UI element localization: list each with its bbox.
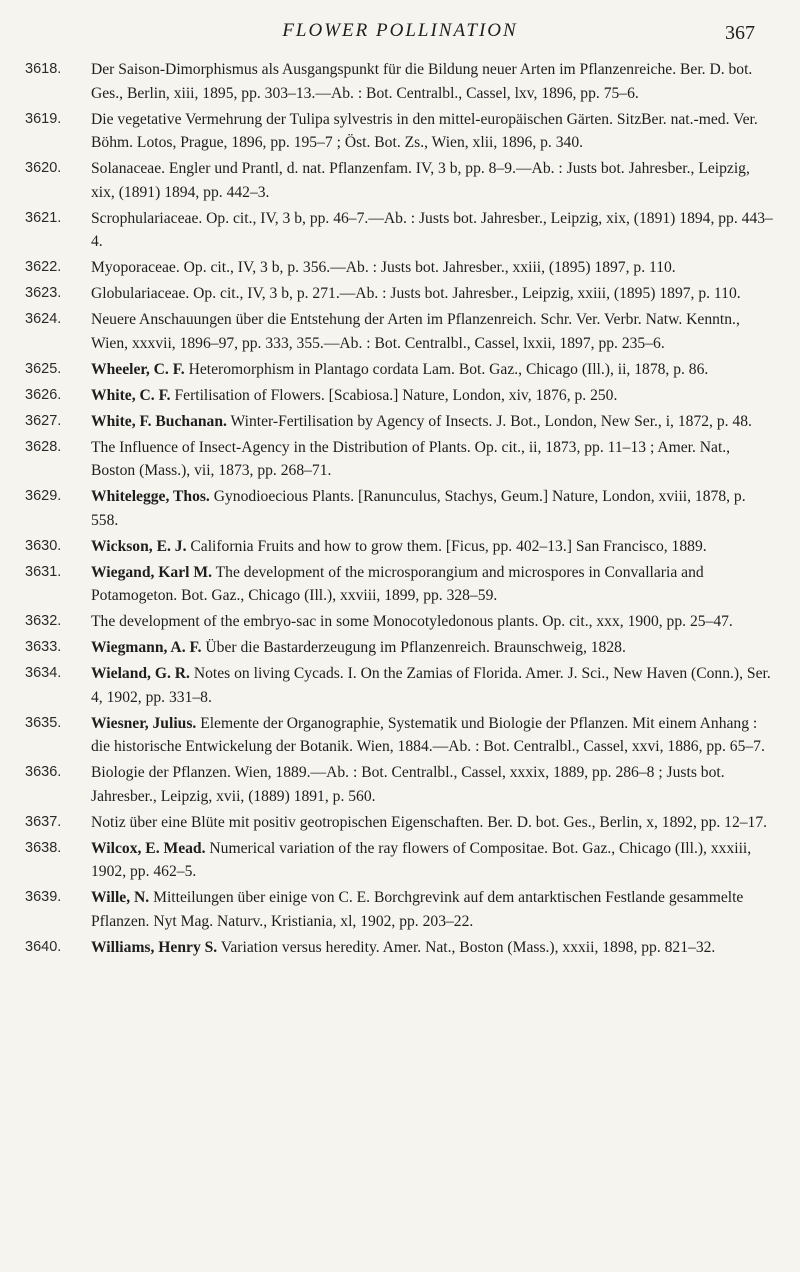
- entry-text: The development of the microsporangium and microspores in Convallaria and Potamogeton. Bot. Gaz., Chicago (Ill.), xxviii, 1899, pp. 328–59.: [91, 563, 704, 604]
- entry-author: Wickson, E. J.: [91, 537, 187, 555]
- entry-text: Notiz über eine Blüte mit positiv geotropischen Eigenschaften. Ber. D. bot. Ges., Berlin, x, 1892, pp. 12–17.: [91, 813, 768, 831]
- entry-number: 3628.: [25, 438, 62, 455]
- entry-number: 3630.: [25, 537, 62, 554]
- bibliography-entry: [25, 761, 775, 808]
- entry-text: Gynodioecious Plants. [Ranunculus, Stachys, Geum.] Nature, London, xviii, 1878, p. 558.: [91, 488, 746, 529]
- entry-text: Variation versus heredity. Amer. Nat., Boston (Mass.), xxxii, 1898, pp. 821–32.: [220, 938, 716, 956]
- entry-text: Myoporaceae. Op. cit., IV, 3 b, p. 356.—Ab. : Justs bot. Jahresber., xxiii, (1895) 1897, p. 110.: [91, 259, 676, 276]
- entry-text: Winter-Fertilisation by Agency of Insects. J. Bot., London, New Ser., i, 1872, p. 48.: [230, 412, 752, 430]
- entry-text: The development of the embryo-sac in some Monocotyledonous plants. Op. cit., xxx, 1900, pp. 25–47.: [91, 613, 733, 630]
- entry-number: 3627.: [25, 412, 62, 429]
- bibliography-entry: [25, 282, 775, 306]
- entry-author: Wiesner, Julius.: [91, 714, 197, 732]
- bibliography-entry: [25, 837, 775, 884]
- entry-text: Globulariaceae. Op. cit., IV, 3 b, p. 271.—Ab. : Justs bot. Jahresber., Leipzig, xxiii, (1895) 1897, p. 110.: [91, 285, 741, 302]
- bibliography-entry: [25, 636, 775, 660]
- entry-number: 3635.: [25, 714, 62, 731]
- entry-author: Wille, N.: [91, 889, 150, 906]
- entry-number: 3625.: [25, 360, 62, 377]
- bibliography-entry: [25, 561, 775, 608]
- entry-author: White, F. Buchanan.: [91, 412, 227, 430]
- entry-text: Mitteilungen über einige von C. E. Borchgrevink auf dem antarktischen Festlande gesammelte Pflanzen. Nyt Mag. Naturv., Kristiania, xl, 1902, pp. 203–22.: [91, 889, 744, 930]
- bibliography-entry: [25, 436, 775, 483]
- entry-text: Die vegetative Vermehrung der Tulipa sylvestris in den mittel-europäischen Gärten. SitzBer. nat.-med. Ver. Böhm. Lotos, Prague, 1896, pp. 195–7 ; Öst. Bot. Zs., Wien, xlii, 1896, p. 340.: [91, 110, 758, 151]
- bibliography-entry: [25, 58, 775, 105]
- bibliography-entry: [25, 886, 775, 933]
- bibliography-entry: [25, 384, 775, 408]
- entry-number: 3637.: [25, 813, 62, 830]
- bibliography-list: [25, 58, 775, 962]
- entry-number: 3639.: [25, 889, 62, 905]
- entry-number: 3626.: [25, 386, 62, 403]
- entry-author: White, C. F.: [91, 386, 171, 404]
- entry-number: 3633.: [25, 639, 62, 655]
- entry-number: 3631.: [25, 563, 62, 580]
- entry-author: Wiegmann, A. F.: [91, 639, 202, 656]
- entry-text: Fertilisation of Flowers. [Scabiosa.] Nature, London, xiv, 1876, p. 250.: [174, 386, 618, 404]
- entry-number: 3618.: [25, 61, 62, 77]
- page-header: [0, 14, 800, 54]
- bibliography-entry: [25, 410, 775, 434]
- entry-text: Elemente der Organographie, Systematik und Biologie der Pflanzen. Mit einem Anhang : die historische Entwickelung der Botanik. Wien, 1884.—Ab. : Bot. Centralbl., Cassel, xxvi, 1886, pp. 65–7.: [91, 714, 765, 755]
- entry-text: Biologie der Pflanzen. Wien, 1889.—Ab. : Bot. Centralbl., Cassel, xxxix, 1889, pp. 286–8 ; Justs bot. Jahresber., Leipzig, xvii, (1889) 1891, p. 560.: [91, 764, 725, 805]
- entry-number: 3636.: [25, 764, 62, 780]
- bibliography-entry: [25, 485, 775, 532]
- entry-number: 3629.: [25, 488, 62, 504]
- page-number: 367: [725, 22, 755, 44]
- bibliography-entry: [25, 535, 775, 559]
- entry-author: Wiegand, Karl M.: [91, 563, 212, 581]
- bibliography-entry: [25, 207, 775, 254]
- entry-text: Notes on living Cycads. I. On the Zamias of Florida. Amer. J. Sci., New Haven (Conn.), Ser. 4, 1902, pp. 331–8.: [91, 665, 771, 706]
- entry-text: Über die Bastarderzeugung im Pflanzenreich. Braunschweig, 1828.: [205, 639, 626, 656]
- entry-text: The Influence of Insect-Agency in the Distribution of Plants. Op. cit., ii, 1873, pp. 11–13 ; Amer. Nat., Boston (Mass.), vii, 1873, pp. 268–71.: [91, 438, 731, 479]
- entry-author: Whitelegge, Thos.: [91, 488, 210, 505]
- entry-text: Neuere Anschauungen über die Entstehung der Arten im Pflanzenreich. Schr. Ver. Verbr. Natw. Kenntn., Wien, xxxvii, 1896–97, pp. 333, 355.—Ab. : Bot. Centralbl., Cassel, lxxii, 1897, pp. 235–6.: [91, 311, 740, 352]
- entry-text: Scrophulariaceae. Op. cit., IV, 3 b, pp. 46–7.—Ab. : Justs bot. Jahresber., Leipzig, xix, (1891) 1894, pp. 443–4.: [91, 209, 773, 250]
- bibliography-entry: [25, 308, 775, 355]
- entry-number: 3619.: [25, 110, 62, 127]
- entry-number: 3640.: [25, 938, 62, 955]
- running-title: FLOWER POLLINATION: [282, 20, 518, 41]
- entry-text: Numerical variation of the ray flowers of Compositae. Bot. Gaz., Chicago (Ill.), xxxiii, 1902, pp. 462–5.: [91, 839, 752, 880]
- entry-number: 3623.: [25, 285, 62, 301]
- entry-number: 3634.: [25, 665, 62, 681]
- entry-author: Wheeler, C. F.: [91, 360, 185, 378]
- bibliography-entry: [25, 157, 775, 204]
- entry-number: 3624.: [25, 311, 62, 327]
- entry-text: Solanaceae. Engler und Prantl, d. nat. Pflanzenfam. IV, 3 b, pp. 8–9.—Ab. : Justs bot. Jahresber., Leipzig, xix, (1891) 1894, pp. 442–3.: [91, 160, 750, 201]
- entry-number: 3632.: [25, 613, 62, 629]
- bibliography-entry: [25, 256, 775, 280]
- bibliography-entry: [25, 936, 775, 960]
- entry-text: Der Saison-Dimorphismus als Ausgangspunkt für die Bildung neuer Arten im Pflanzenreiche. Ber. D. bot. Ges., Berlin, xiii, 1895, pp. 303–13.—Ab. : Bot. Centralbl., Cassel, lxv, 1896, pp. 75–6.: [91, 61, 753, 102]
- entry-number: 3621.: [25, 209, 62, 226]
- bibliography-entry: [25, 712, 775, 759]
- entry-text: Heteromorphism in Plantago cordata Lam. Bot. Gaz., Chicago (Ill.), ii, 1878, p. 86.: [188, 360, 709, 378]
- entry-text: California Fruits and how to grow them. [Ficus, pp. 402–13.] San Francisco, 1889.: [190, 537, 707, 555]
- bibliography-entry: [25, 662, 775, 709]
- entry-number: 3622.: [25, 259, 62, 275]
- bibliography-entry: [25, 358, 775, 382]
- entry-number: 3620.: [25, 160, 62, 176]
- entry-author: Wilcox, E. Mead.: [91, 839, 206, 857]
- bibliography-entry: [25, 108, 775, 155]
- entry-number: 3638.: [25, 839, 62, 856]
- entry-author: Wieland, G. R.: [91, 665, 190, 682]
- bibliography-entry: [25, 811, 775, 835]
- bibliography-entry: [25, 610, 775, 634]
- entry-author: Williams, Henry S.: [91, 938, 218, 956]
